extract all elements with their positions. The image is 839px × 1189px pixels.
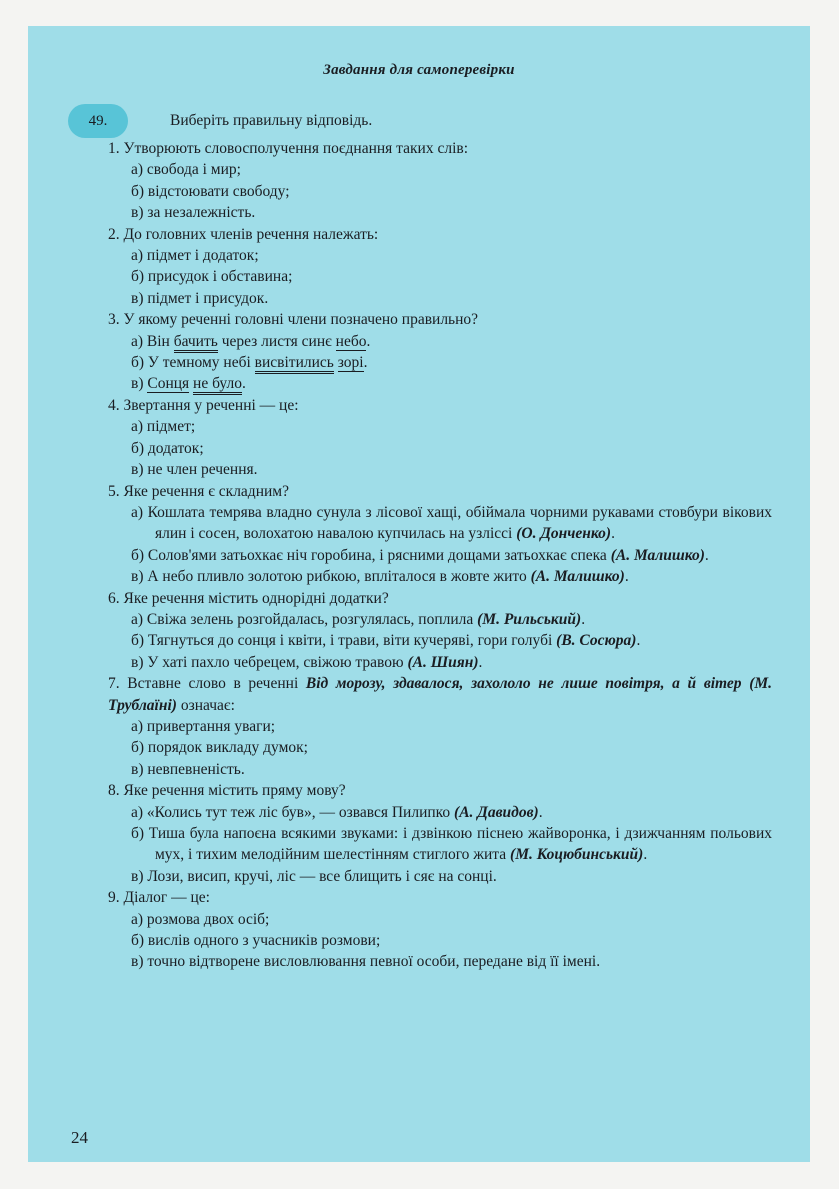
answer-option: в) У хаті пахло чебрецем, свіжою травою (А. Шиян).: [131, 653, 483, 671]
answer-option: б) присудок і обставина;: [131, 268, 293, 286]
citation: (В. Сосюра): [556, 632, 637, 650]
question: 2. До головних членів речення належать:: [108, 225, 379, 243]
answer-option: в) підмет і присудок.: [131, 289, 269, 307]
question: 3. У якому реченні головні члени позначено правильно?: [108, 311, 479, 329]
answer-option: в) за незалежність.: [131, 204, 256, 222]
citation: (А. Малишко): [610, 546, 705, 564]
answer-option: а) розмова двох осіб;: [131, 910, 270, 928]
subject-underline: небо: [335, 332, 367, 350]
citation: (О. Донченко): [516, 525, 612, 543]
question: 8. Яке речення містить пряму мову?: [108, 782, 346, 800]
answer-option: б) додаток;: [131, 439, 204, 457]
answer-option: в) Сонця не було.: [28, 373, 810, 394]
answer-option: б) Солов'ями затьохкає ніч горобина, і рясними дощами затьохкає спека (А. Малишко).: [131, 546, 709, 564]
answer-option: б) відстоювати свободу;: [131, 182, 290, 200]
question: 9. Діалог — це:: [108, 889, 210, 907]
answer-option: а) підмет;: [131, 418, 196, 436]
answer-option: б) порядок викладу думок;: [131, 739, 308, 757]
question: 7. Вставне слово в реченні Від морозу, здавалося, захололо не лише повітря, а й вітер (М. Трублаїні) означає:: [108, 675, 773, 714]
question: 1. Утворюють словосполучення поєднання таких слів:: [108, 140, 469, 157]
answer-option: б) вислів одного з учасників розмови;: [131, 932, 381, 950]
question: 6. Яке речення містить однорідні додатки?: [108, 589, 389, 607]
citation: (А. Малишко): [530, 568, 625, 586]
answer-option: а) Свіжа зелень розгойдалась, розгулялась, поплила (М. Рильський).: [131, 610, 586, 628]
answer-option: в) точно відтворене висловлювання певної особи, передане від її імені.: [131, 953, 601, 971]
predicate-underline: не було: [193, 375, 242, 395]
answer-option: а) «Колись тут теж ліс був», — озвався Пилипко (А. Давидов).: [131, 803, 543, 821]
citation: (М. Коцюбинський): [510, 846, 644, 864]
section-title: Завдання для самоперевірки: [323, 62, 515, 78]
answer-option: б) Тиша була напоєна всякими звуками: і дзвінкою піснею жайворонка, і дзижчанням польових мух, і тихим мелодійним шелестінням стиглого жита (М. Коцюбинський).: [131, 825, 772, 864]
question: 5. Яке речення є складним?: [108, 482, 289, 500]
question-list: [28, 138, 810, 973]
predicate-underline: бачить: [174, 333, 218, 353]
answer-option: в) не член речення.: [131, 461, 258, 479]
answer-option: б) Тягнуться до сонця і квіти, і трави, віти кучеряві, гори голубі (В. Сосюра).: [131, 632, 641, 650]
answer-option: а) Він бачить через листя синє небо.: [28, 331, 810, 352]
exercise-instruction: Виберіть правильну відповідь.: [170, 112, 373, 129]
answer-option: в) невпевненість.: [131, 760, 245, 778]
subject-underline: зорі: [337, 354, 364, 372]
answer-option: б) У темному небі висвітились зорі.: [28, 352, 810, 373]
citation: (А. Давидов): [454, 803, 539, 821]
answer-option: а) підмет і додаток;: [131, 247, 259, 265]
textbook-page: [28, 26, 810, 1162]
citation: (М. Рильський): [477, 610, 582, 628]
exercise-number-badge: 49.: [68, 104, 128, 138]
answer-option: а) привертання уваги;: [131, 717, 276, 735]
answer-option: в) А небо пливло золотою рибкою, впліталося в жовте жито (А. Малишко).: [131, 568, 629, 586]
answer-option: в) Лози, висип, кручі, ліс — все блищить і сяє на сонці.: [131, 867, 497, 885]
answer-option: а) свобода і мир;: [131, 161, 241, 179]
page-number: 24: [71, 1128, 88, 1147]
predicate-underline: висвітились: [255, 354, 334, 374]
citation: (М. Трублаїні): [108, 675, 773, 714]
answer-option: а) Кошлата темрява владно сунула з лісової хащі, обіймала чорними рукавами стовбури вікових ялин і сосен, волохатою навалою купчилась на узліссі (О. Донченко).: [131, 503, 772, 543]
citation: (А. Шиян): [407, 653, 479, 671]
example-sentence: Від морозу, здавалося, захололо не лише повітря, а й вітер: [305, 675, 742, 693]
question: 4. Звертання у реченні — це:: [108, 396, 299, 414]
exercise-header: [68, 104, 372, 138]
subject-underline: Сонця: [147, 375, 190, 393]
